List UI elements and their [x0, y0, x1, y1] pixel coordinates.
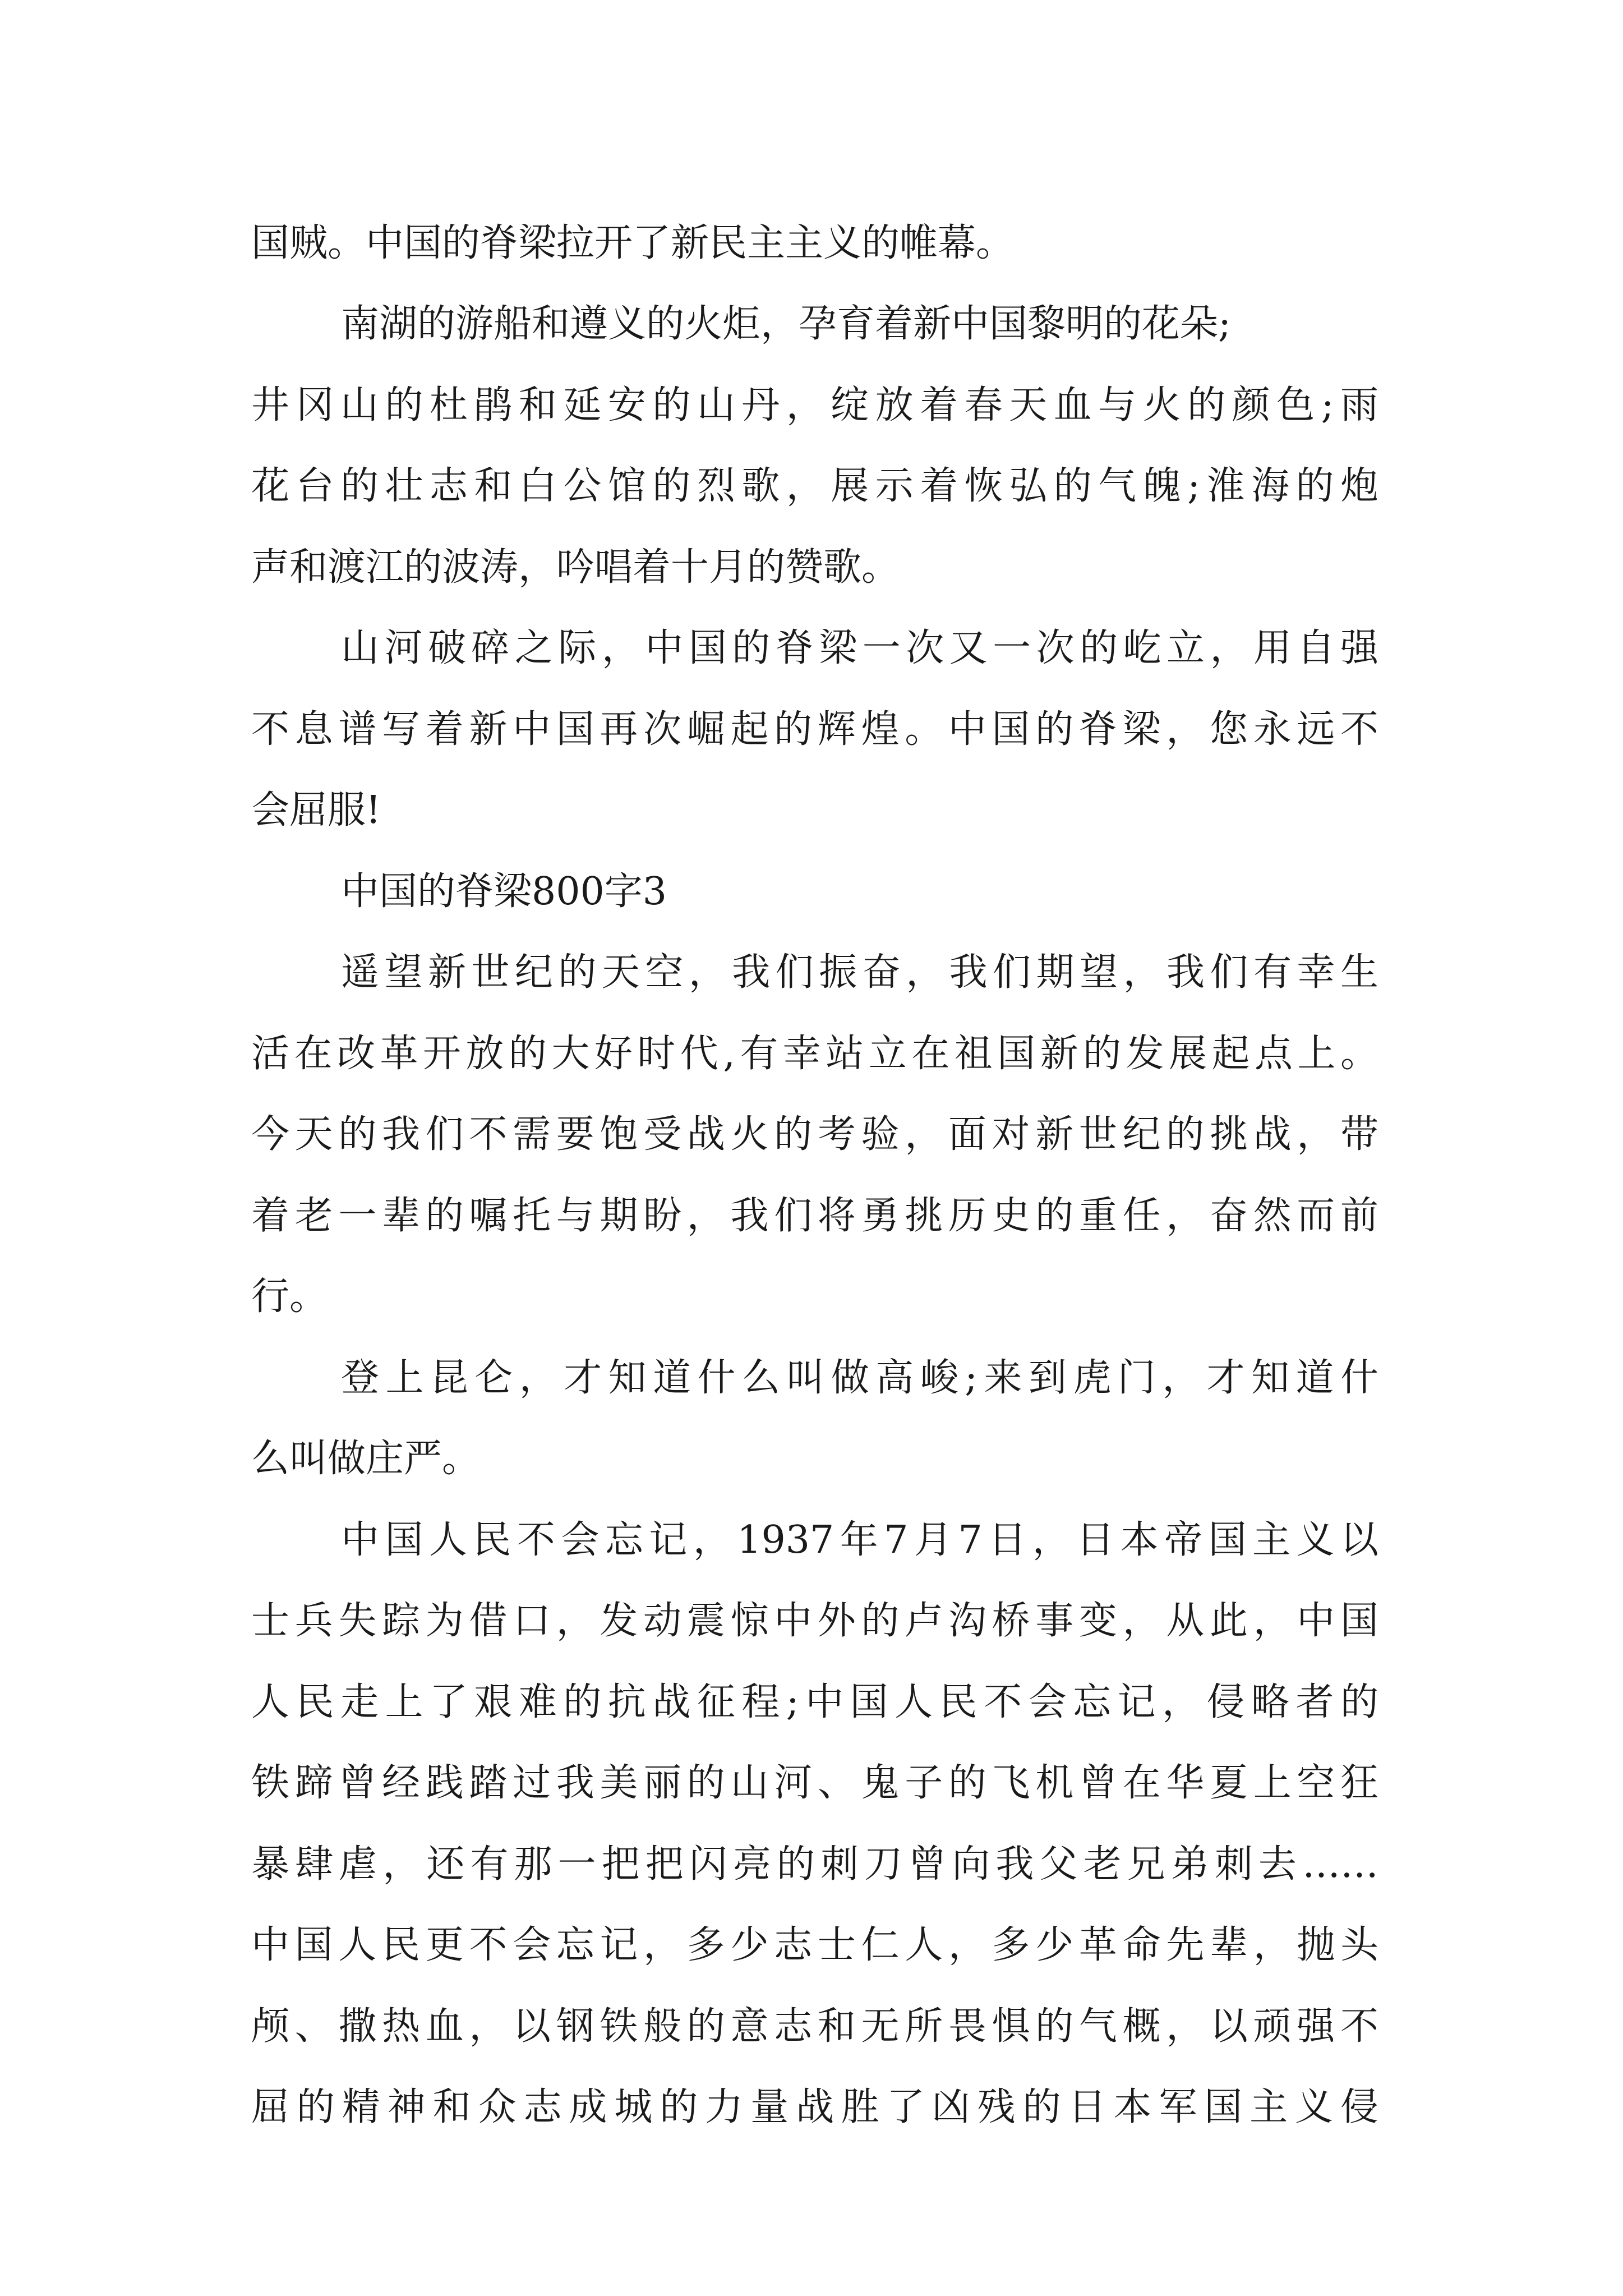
text-line: 花台的壮志和白公馆的烈歌，展示着恢弘的气魄;淮海的炮: [251, 464, 1378, 508]
text-line: 不息谱写着新中国再次崛起的辉煌。中国的脊梁，您永远不: [251, 707, 1378, 752]
text-line: 颅、撒热血，以钢铁般的意志和无所畏惧的气概，以顽强不: [251, 2004, 1378, 2049]
text-line: 人民走上了艰难的抗战征程;中国人民不会忘记，侵略者的: [251, 1680, 1378, 1724]
text-line: 行。: [251, 1274, 328, 1319]
text-line: 着老一辈的嘱托与期盼，我们将勇挑历史的重任，奋然而前: [251, 1194, 1378, 1238]
text-line: 遥望新世纪的天空，我们振奋，我们期望，我们有幸生: [341, 950, 1378, 995]
text-line: 登上昆仑，才知道什么叫做高峻;来到虎门，才知道什: [341, 1356, 1378, 1400]
text-line: 南湖的游船和遵义的火炬，孕育着新中国黎明的花朵;: [341, 302, 1231, 346]
text-line: 国贼。中国的脊梁拉开了新民主主义的帷幕。: [251, 221, 1015, 265]
text-line: 屈的精神和众志成城的力量战胜了凶残的日本军国主义侵: [251, 2085, 1378, 2129]
text-line: 么叫做庄严。: [251, 1437, 481, 1481]
text-line: 活在改革开放的大好时代,有幸站立在祖国新的发展起点上。: [251, 1032, 1378, 1076]
text-line: 声和渡江的波涛，吟唱着十月的赞歌。: [251, 545, 900, 590]
text-line: 中国人民更不会忘记，多少志士仁人，多少革命先辈，抛头: [251, 1923, 1378, 1967]
text-line: 山河破碎之际，中国的脊梁一次又一次的屹立，用自强: [341, 626, 1378, 670]
text-line: 暴肆虐，还有那一把把闪亮的刺刀曾向我父老兄弟刺去……: [251, 1842, 1378, 1887]
text-line: 会屈服!: [251, 788, 381, 832]
text-line: 士兵失踪为借口，发动震惊中外的卢沟桥事变，从此，中国: [251, 1599, 1378, 1643]
text-line: 今天的我们不需要饱受战火的考验，面对新世纪的挑战，带: [251, 1112, 1378, 1157]
text-line: 中国人民不会忘记，1937年7月7日，日本帝国主义以: [341, 1518, 1378, 1562]
section-heading: 中国的脊梁800字3: [341, 869, 667, 914]
text-line: 铁蹄曾经践踏过我美丽的山河、鬼子的飞机曾在华夏上空狂: [251, 1761, 1378, 1805]
text-line: 井冈山的杜鹃和延安的山丹，绽放着春天血与火的颜色;雨: [251, 383, 1378, 427]
